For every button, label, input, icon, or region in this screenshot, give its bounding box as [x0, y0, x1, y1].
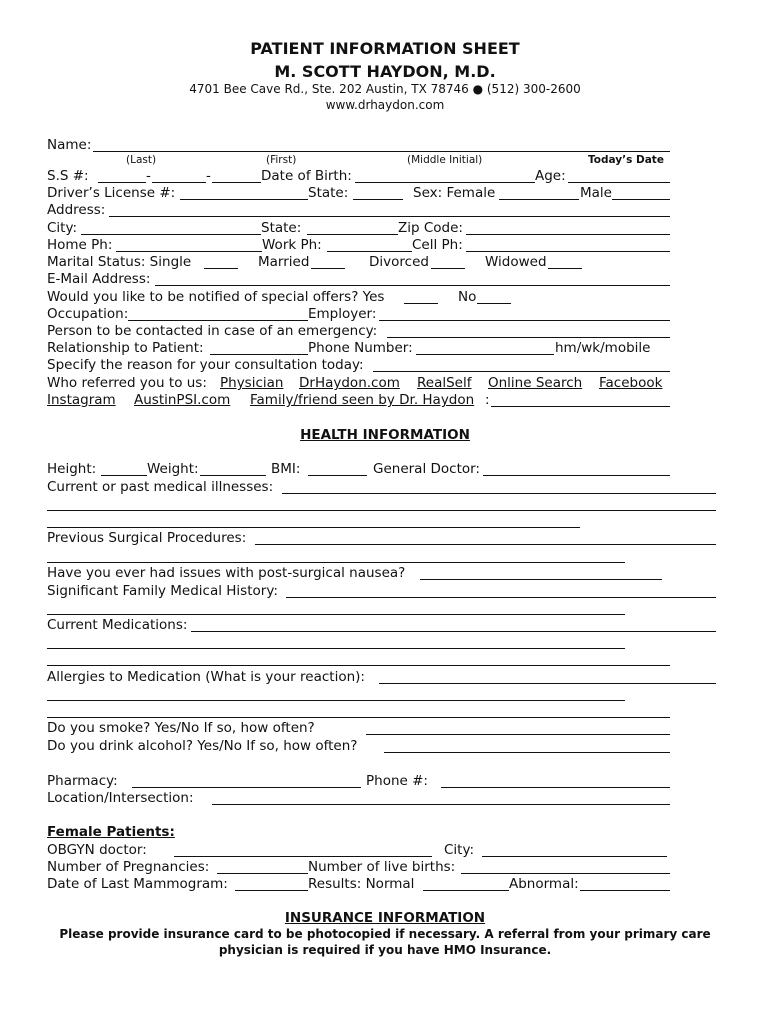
allergies-field-3[interactable]: [47, 717, 670, 718]
smoke-field[interactable]: [366, 734, 670, 735]
height-label: Height:: [47, 461, 97, 477]
license-label: Driver’s License #:: [47, 185, 176, 201]
ref-austinpsi-option[interactable]: AustinPSI.com: [134, 392, 231, 408]
state-field[interactable]: [307, 234, 398, 235]
live-births-field[interactable]: [461, 873, 670, 874]
divorced-field[interactable]: [431, 268, 465, 269]
alcohol-label: Do you drink alcohol? Yes/No If so, how often?: [47, 738, 358, 754]
offers-no-label: No: [458, 289, 477, 305]
emergency-contact-field[interactable]: [387, 337, 670, 338]
married-field[interactable]: [311, 268, 345, 269]
age-label: Age:: [535, 168, 566, 184]
ref-family-field[interactable]: [491, 406, 670, 407]
mammogram-label: Date of Last Mammogram:: [47, 876, 228, 892]
illnesses-label: Current or past medical illnesses:: [47, 479, 274, 495]
reason-field[interactable]: [373, 371, 670, 372]
male-field[interactable]: [612, 199, 670, 200]
relationship-label: Relationship to Patient:: [47, 340, 204, 356]
bmi-label: BMI:: [271, 461, 301, 477]
doctor-name: M. SCOTT HAYDON, M.D.: [274, 62, 496, 81]
employer-field[interactable]: [379, 320, 670, 321]
emergency-contact-label: Person to be contacted in case of an emergency:: [47, 323, 378, 339]
referred-label: Who referred you to us:: [47, 375, 207, 391]
ref-instagram-option[interactable]: Instagram: [47, 392, 116, 408]
last-caption: (Last): [126, 154, 157, 166]
illnesses-field-2[interactable]: [47, 510, 716, 511]
reason-label: Specify the reason for your consultation today:: [47, 357, 364, 373]
medications-field[interactable]: [191, 631, 716, 632]
surgical-label: Previous Surgical Procedures:: [47, 530, 247, 546]
phone-type-label: hm/wk/mobile: [555, 340, 651, 356]
location-label: Location/Intersection:: [47, 790, 194, 806]
family-history-label: Significant Family Medical History:: [47, 583, 278, 599]
results-normal-label: Results: Normal: [308, 876, 415, 892]
widowed-label: Widowed: [485, 254, 547, 270]
occupation-label: Occupation:: [47, 306, 129, 322]
state-label: State:: [261, 220, 302, 236]
weight-label: Weight:: [147, 461, 199, 477]
location-field[interactable]: [212, 804, 670, 805]
email-field[interactable]: [155, 285, 670, 286]
results-normal-field[interactable]: [423, 890, 509, 891]
first-caption: (First): [266, 154, 297, 166]
ss-field-1[interactable]: [98, 182, 146, 183]
ref-family-option[interactable]: Family/friend seen by Dr. Haydon: [250, 392, 475, 408]
nausea-field[interactable]: [420, 579, 662, 580]
single-field[interactable]: [204, 268, 238, 269]
illnesses-field-3[interactable]: [47, 527, 580, 528]
abnormal-label: Abnormal:: [509, 876, 579, 892]
employer-label: Employer:: [308, 306, 377, 322]
name-label: Name:: [47, 137, 92, 153]
smoke-label: Do you smoke? Yes/No If so, how often?: [47, 720, 315, 736]
obgyn-field[interactable]: [174, 856, 432, 857]
license-state-field[interactable]: [353, 199, 403, 200]
general-doctor-field[interactable]: [483, 475, 670, 476]
offers-yes-field[interactable]: [404, 303, 438, 304]
pharmacy-phone-field[interactable]: [441, 787, 670, 788]
abnormal-field[interactable]: [580, 890, 670, 891]
general-doctor-label: General Doctor:: [373, 461, 480, 477]
alcohol-field[interactable]: [384, 752, 670, 753]
obgyn-city-field[interactable]: [482, 856, 667, 857]
cell-phone-label: Cell Ph:: [412, 237, 463, 253]
medications-field-3[interactable]: [47, 665, 670, 666]
medications-field-2[interactable]: [47, 648, 625, 649]
nausea-label: Have you ever had issues with post-surgical nausea?: [47, 565, 406, 581]
cell-phone-field[interactable]: [466, 251, 670, 252]
family-history-field-2[interactable]: [47, 614, 625, 615]
widowed-field[interactable]: [548, 268, 582, 269]
ss-label: S.S #:: [47, 168, 89, 184]
insurance-note-line2: physician is required if you have HMO Insurance.: [218, 943, 552, 957]
marital-single-label: Marital Status: Single: [47, 254, 192, 270]
todays-date-caption: Today’s Date: [588, 154, 664, 166]
offers-yes-label: Would you like to be notified of special offers? Yes: [47, 289, 385, 305]
ss-field-2[interactable]: [152, 182, 206, 183]
pharmacy-label: Pharmacy:: [47, 773, 118, 789]
pregnancies-label: Number of Pregnancies:: [47, 859, 210, 875]
medications-label: Current Medications:: [47, 617, 188, 633]
form-title: PATIENT INFORMATION SHEET: [250, 39, 520, 58]
phone-number-label: Phone Number:: [308, 340, 413, 356]
illnesses-field[interactable]: [282, 493, 716, 494]
ss-field-3[interactable]: [212, 182, 261, 183]
city-field[interactable]: [81, 234, 261, 235]
license-state-label: State:: [308, 185, 349, 201]
sex-female-label: Sex: Female: [413, 185, 496, 201]
work-phone-field[interactable]: [327, 251, 412, 252]
zip-field[interactable]: [466, 234, 670, 235]
married-label: Married: [258, 254, 310, 270]
ref-realself-option[interactable]: RealSelf: [417, 375, 472, 391]
email-label: E-Mail Address:: [47, 271, 151, 287]
insurance-note-line1: Please provide insurance card to be photocopied if necessary. A referral from your primary care: [59, 927, 711, 941]
relationship-field[interactable]: [210, 354, 308, 355]
ss-dash: -: [206, 168, 211, 184]
pharmacy-field[interactable]: [132, 787, 361, 788]
occupation-field[interactable]: [128, 320, 308, 321]
zip-label: Zip Code:: [398, 220, 463, 236]
obgyn-city-label: City:: [444, 842, 475, 858]
practice-website: www.drhaydon.com: [325, 98, 445, 112]
work-phone-label: Work Ph:: [262, 237, 322, 253]
pharmacy-phone-label: Phone #:: [366, 773, 428, 789]
phone-number-field[interactable]: [416, 354, 554, 355]
ref-drhaydon-option[interactable]: DrHaydon.com: [299, 375, 400, 391]
female-heading: Female Patients:: [47, 824, 175, 840]
offers-no-field[interactable]: [477, 303, 511, 304]
health-heading: HEALTH INFORMATION: [300, 427, 470, 443]
home-phone-field[interactable]: [116, 251, 262, 252]
female-field[interactable]: [499, 199, 579, 200]
name-field[interactable]: [93, 151, 670, 152]
weight-field[interactable]: [200, 475, 266, 476]
pregnancies-field[interactable]: [217, 873, 308, 874]
ref-facebook-option[interactable]: Facebook: [599, 375, 663, 391]
family-history-field[interactable]: [286, 597, 716, 598]
address-field[interactable]: [109, 216, 670, 217]
home-phone-label: Home Ph:: [47, 237, 113, 253]
height-field[interactable]: [101, 475, 147, 476]
practice-address: 4701 Bee Cave Rd., Ste. 202 Austin, TX 78746 ● (512) 300-2600: [189, 82, 581, 96]
allergies-label: Allergies to Medication (What is your reaction):: [47, 669, 365, 685]
dob-label: Date of Birth:: [261, 168, 352, 184]
age-field[interactable]: [568, 182, 670, 183]
mammogram-field[interactable]: [235, 890, 308, 891]
bmi-field[interactable]: [308, 475, 367, 476]
surgical-field[interactable]: [255, 544, 716, 545]
allergies-field[interactable]: [379, 683, 716, 684]
divorced-label: Divorced: [369, 254, 429, 270]
address-label: Address:: [47, 202, 106, 218]
live-births-label: Number of live births:: [308, 859, 456, 875]
ref-physician-option[interactable]: Physician: [220, 375, 284, 391]
surgical-field-2[interactable]: [47, 562, 625, 563]
ss-dash: -: [146, 168, 151, 184]
dob-field[interactable]: [355, 182, 535, 183]
insurance-heading: INSURANCE INFORMATION: [284, 910, 486, 926]
ref-online-search-option[interactable]: Online Search: [488, 375, 583, 391]
male-label: Male: [580, 185, 612, 201]
ref-colon: :: [485, 392, 490, 408]
allergies-field-2[interactable]: [47, 700, 625, 701]
license-field[interactable]: [180, 199, 308, 200]
obgyn-label: OBGYN doctor:: [47, 842, 147, 858]
middle-caption: (Middle Initial): [407, 154, 483, 166]
city-label: City:: [47, 220, 78, 236]
